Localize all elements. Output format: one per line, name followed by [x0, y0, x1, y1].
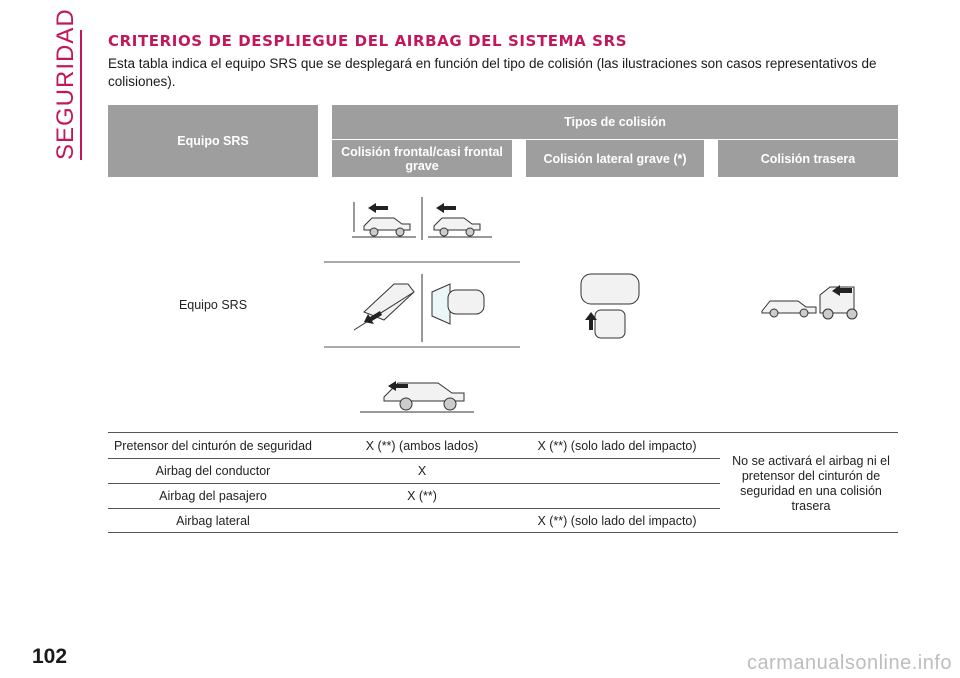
header-lateral: Colisión lateral grave (*) — [543, 151, 687, 166]
header-trasera: Colisión trasera — [760, 151, 856, 166]
header-equipo: Equipo SRS — [177, 134, 249, 148]
intro-text: Esta tabla indica el equipo SRS que se desplegará en función del tipo de colisión (las ilustraciones son casos representativos de colisiones). — [108, 56, 877, 89]
row-pretensor-lateral: X (**) (solo lado del impacto) — [537, 438, 697, 453]
header-frontal: Colisión frontal/casi frontal grave — [341, 144, 503, 173]
section-tab-bar — [80, 30, 82, 160]
row-conductor-label: Airbag del conductor — [155, 463, 271, 478]
page-title: CRITERIOS DE DESPLIEGUE DEL AIRBAG DEL SISTEMA SRS — [108, 32, 628, 50]
trasera-note: No se activará el airbag ni el pretensor del cinturón de seguridad en una colisión trasera — [732, 454, 890, 513]
row-lateral-lateral: X (**) (solo lado del impacto) — [537, 513, 697, 528]
row-pretensor-frontal: X (**) (ambos lados) — [365, 438, 479, 453]
illustration-row-label: Equipo SRS — [178, 297, 248, 312]
row-conductor-frontal: X — [417, 463, 427, 478]
header-tipos: Tipos de colisión — [564, 115, 666, 129]
row-pretensor-label: Pretensor del cinturón de seguridad — [113, 438, 313, 453]
section-tab — [52, 8, 82, 160]
row-lateral-label: Airbag lateral — [176, 513, 250, 528]
lateral-collision-illustration — [573, 270, 647, 340]
row-lateral-frontal — [324, 509, 520, 533]
frontal-collision-illustrations — [324, 182, 520, 422]
row-pasajero-lateral — [520, 484, 714, 508]
page-number: 102 — [32, 645, 68, 668]
table-header — [108, 105, 898, 177]
row-conductor-lateral — [520, 459, 714, 483]
row-pasajero-frontal: X (**) — [407, 488, 437, 503]
watermark: carmanualsonline.info — [746, 652, 952, 674]
row-pasajero-label: Airbag del pasajero — [159, 488, 267, 503]
rear-collision-illustration — [760, 283, 866, 321]
section-label: SEGURIDAD — [52, 8, 79, 160]
